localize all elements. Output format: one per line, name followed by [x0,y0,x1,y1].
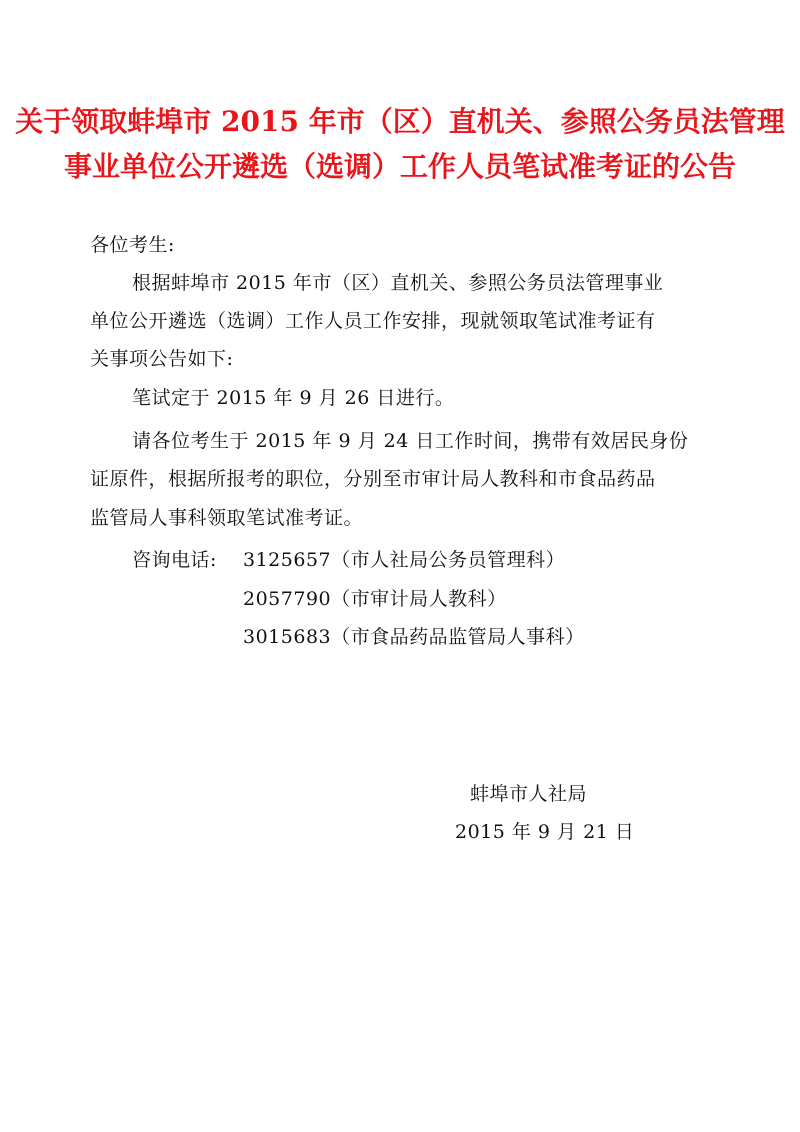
contact-phone-3: 3015683（市食品药品监管局人事科） [243,626,585,648]
salutation: 各位考生: [90,234,175,256]
paragraph-1-line-3: 关事项公告如下: [90,348,234,370]
title-line-1: 关于领取蚌埠市 2015 年市（区）直机关、参照公务员法管理 [15,105,785,138]
paragraph-3-line-2: 证原件，根据所报考的职位，分别至市审计局人教科和市食品药品 [90,468,656,490]
issuer-name: 蚌埠市人社局 [470,783,588,805]
contact-label: 咨询电话: [132,549,217,571]
issue-date: 2015 年 9 月 21 日 [455,821,635,843]
paragraph-3-line-3: 监管局人事科领取笔试准考证。 [90,507,364,529]
paragraph-3-line-1: 请各位考生于 2015 年 9 月 24 日工作时间，携带有效居民身份 [132,430,689,452]
contact-phone-1: 3125657（市人社局公务员管理科） [243,549,566,571]
paragraph-1-line-1: 根据蚌埠市 2015 年市（区）直机关、参照公务员法管理事业 [132,272,664,294]
paragraph-1-line-2: 单位公开遴选（选调）工作人员工作安排，现就领取笔试准考证有 [90,310,656,332]
contact-phone-2: 2057790（市审计局人教科） [243,588,507,610]
paragraph-2: 笔试定于 2015 年 9 月 26 日进行。 [132,387,455,409]
title-line-2: 事业单位公开遴选（选调）工作人员笔试准考证的公告 [63,150,736,183]
